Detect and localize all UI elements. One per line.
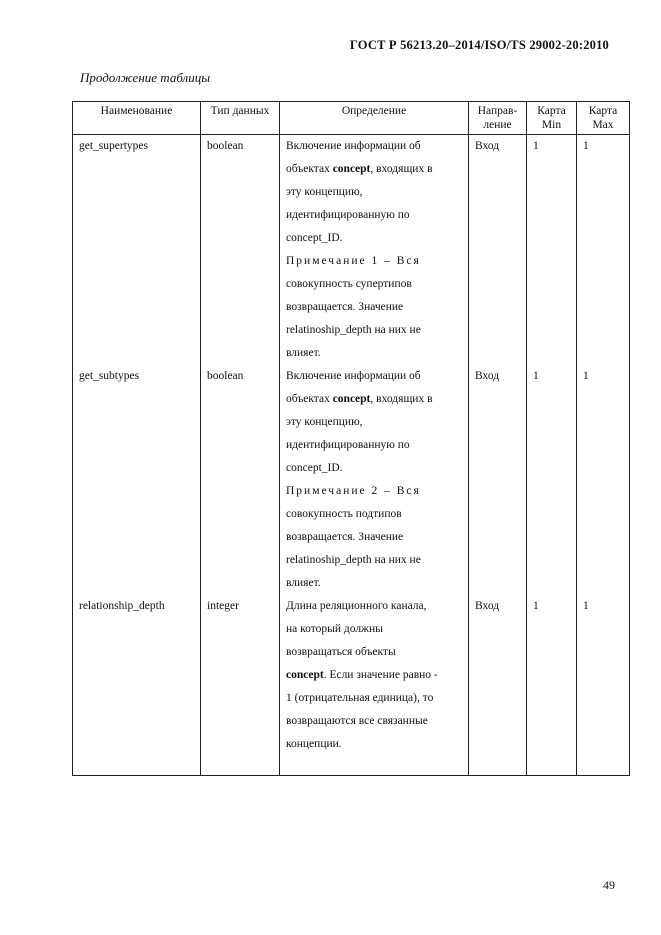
parameters-table <box>72 101 630 776</box>
column-header-name: Наименование <box>73 102 201 135</box>
cell-max: 1 <box>577 595 630 776</box>
note-line: Примечание 1 – Вся <box>286 255 421 267</box>
cell-type: boolean <box>201 135 280 366</box>
definition-line: возвращаться объекты <box>286 646 396 658</box>
definition-line: концепции. <box>286 738 342 750</box>
definition-line: влияет. <box>286 577 321 589</box>
page-number: 49 <box>603 878 615 892</box>
table-row <box>73 365 630 595</box>
cell-type: integer <box>201 595 280 776</box>
column-header-max: Карта Max <box>577 102 630 135</box>
table-caption: Продолжение таблицы <box>80 70 211 85</box>
definition-line: concept. Если значение равно - <box>286 669 438 681</box>
cell-min: 1 <box>527 365 577 595</box>
definition-line: эту концепцию, <box>286 416 363 428</box>
column-header-direction: Направ-ление <box>469 102 527 135</box>
definition-line: relatinoship_depth на них не <box>286 554 421 566</box>
definition-line: эту концепцию, <box>286 186 363 198</box>
cell-definition <box>280 365 469 595</box>
definition-line: возвращаются все связанные <box>286 715 428 727</box>
cell-max: 1 <box>577 135 630 366</box>
cell-direction: Вход <box>469 595 527 776</box>
cell-min: 1 <box>527 135 577 366</box>
definition-line: возвращается. Значение <box>286 301 404 313</box>
definition-line: совокупность супертипов <box>286 278 412 290</box>
definition-line: concept_ID. <box>286 232 343 244</box>
cell-name: get_supertypes <box>73 135 201 366</box>
cell-min: 1 <box>527 595 577 776</box>
cell-name: relationship_depth <box>73 595 201 776</box>
cell-direction: Вход <box>469 135 527 366</box>
definition-line: влияет. <box>286 347 321 359</box>
column-header-definition: Определение <box>280 102 469 135</box>
cell-definition <box>280 595 469 776</box>
definition-line: идентифицированную по <box>286 439 410 451</box>
definition-line: relatinoship_depth на них не <box>286 324 421 336</box>
definition-line: 1 (отрицательная единица), то <box>286 692 434 704</box>
definition-line: Включение информации об <box>286 370 421 382</box>
document-code: ГОСТ Р 56213.20–2014/ISO/TS 29002-20:2010 <box>349 38 609 52</box>
cell-direction: Вход <box>469 365 527 595</box>
definition-line: Включение информации об <box>286 140 421 152</box>
cell-type: boolean <box>201 365 280 595</box>
column-header-min: Карта Min <box>527 102 577 135</box>
table-row <box>73 595 630 776</box>
definition-line: идентифицированную по <box>286 209 410 221</box>
cell-definition <box>280 135 469 366</box>
definition-line: объектах concept, входящих в <box>286 163 433 175</box>
column-header-type: Тип данных <box>201 102 280 135</box>
cell-name: get_subtypes <box>73 365 201 595</box>
table-header-row <box>73 102 630 135</box>
note-line: Примечание 2 – Вся <box>286 485 421 497</box>
definition-line: возвращается. Значение <box>286 531 404 543</box>
definition-line: Длина реляционного канала, <box>286 600 427 612</box>
definition-line: на который должны <box>286 623 383 635</box>
definition-line: совокупность подтипов <box>286 508 402 520</box>
cell-max: 1 <box>577 365 630 595</box>
definition-line: объектах concept, входящих в <box>286 393 433 405</box>
table-row <box>73 135 630 366</box>
definition-line: concept_ID. <box>286 462 343 474</box>
